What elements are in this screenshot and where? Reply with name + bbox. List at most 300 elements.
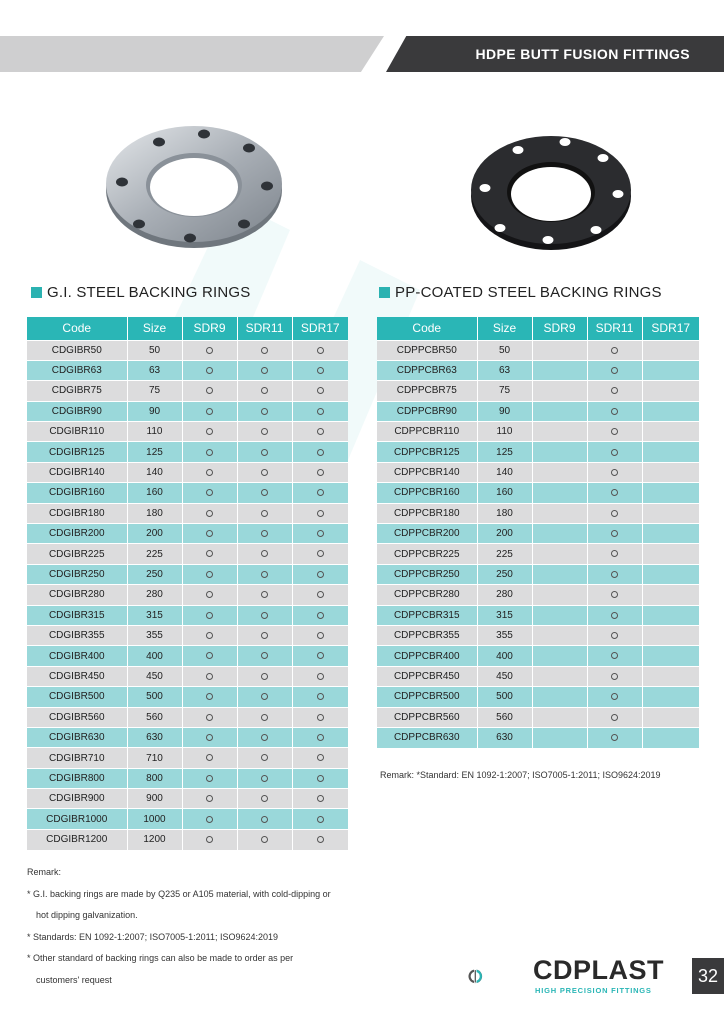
availability-cell [182, 401, 237, 421]
code-cell: CDPPCBR450 [377, 666, 477, 686]
available-circle-icon [317, 632, 324, 639]
availability-cell [237, 666, 292, 686]
table-row [27, 829, 348, 849]
table-row [377, 462, 699, 482]
available-circle-icon [317, 775, 324, 782]
galvanized-steel-ring-image [104, 120, 284, 250]
available-circle-icon [317, 550, 324, 557]
code-cell: CDGIBR900 [27, 789, 127, 809]
available-circle-icon [317, 571, 324, 578]
size-cell: 250 [127, 564, 182, 584]
available-circle-icon [261, 836, 268, 843]
available-circle-icon [611, 632, 618, 639]
available-circle-icon [317, 795, 324, 802]
size-cell: 90 [127, 401, 182, 421]
size-cell: 75 [477, 381, 532, 401]
availability-cell [587, 544, 642, 564]
code-cell: CDPPCBR250 [377, 564, 477, 584]
remark-line: Remark: [27, 867, 62, 877]
remark-line: * Other standard of backing rings can also be made to order as per [27, 953, 294, 963]
availability-cell [182, 524, 237, 544]
code-cell: CDPPCBR110 [377, 422, 477, 442]
available-circle-icon [261, 387, 268, 394]
size-cell: 400 [477, 646, 532, 666]
availability-cell [292, 585, 348, 605]
availability-cell [642, 483, 699, 503]
table-row [377, 666, 699, 686]
available-circle-icon [206, 550, 213, 557]
available-circle-icon [317, 612, 324, 619]
header-band-light [0, 36, 384, 72]
code-cell: CDPPCBR315 [377, 605, 477, 625]
size-cell: 450 [477, 666, 532, 686]
table-row [27, 768, 348, 788]
availability-cell [642, 625, 699, 645]
available-circle-icon [261, 775, 268, 782]
size-cell: 280 [127, 585, 182, 605]
availability-cell [237, 340, 292, 360]
available-circle-icon [206, 571, 213, 578]
pp-coated-ring-image [470, 130, 632, 252]
availability-cell [532, 462, 587, 482]
availability-cell [292, 625, 348, 645]
available-circle-icon [611, 387, 618, 394]
available-circle-icon [261, 673, 268, 680]
code-cell: CDPPCBR355 [377, 625, 477, 645]
availability-cell [237, 442, 292, 462]
logo-name: CDPLAST [533, 955, 664, 985]
available-circle-icon [206, 714, 213, 721]
page-number: 32 [692, 958, 724, 994]
table-row [377, 503, 699, 523]
code-cell: CDPPCBR500 [377, 687, 477, 707]
size-cell: 1000 [127, 809, 182, 829]
code-cell: CDGIBR180 [27, 503, 127, 523]
col-header-code: Code [27, 317, 127, 340]
availability-cell [182, 422, 237, 442]
table-row [27, 646, 348, 666]
available-circle-icon [317, 449, 324, 456]
size-cell: 315 [127, 605, 182, 625]
code-cell: CDGIBR500 [27, 687, 127, 707]
availability-cell [292, 401, 348, 421]
code-cell: CDGIBR1000 [27, 809, 127, 829]
code-cell: CDPPCBR200 [377, 524, 477, 544]
available-circle-icon [206, 510, 213, 517]
availability-cell [237, 381, 292, 401]
code-cell: CDGIBR140 [27, 462, 127, 482]
table-row [377, 401, 699, 421]
table-row [377, 646, 699, 666]
availability-cell [587, 727, 642, 747]
available-circle-icon [261, 816, 268, 823]
table-row [27, 340, 348, 360]
available-circle-icon [261, 489, 268, 496]
table-row [377, 564, 699, 584]
table-row [377, 605, 699, 625]
available-circle-icon [206, 652, 213, 659]
code-cell: CDGIBR50 [27, 340, 127, 360]
available-circle-icon [317, 591, 324, 598]
available-circle-icon [261, 754, 268, 761]
code-cell: CDGIBR710 [27, 748, 127, 768]
available-circle-icon [261, 714, 268, 721]
available-circle-icon [317, 673, 324, 680]
heading-square-icon [379, 287, 390, 298]
available-circle-icon [611, 408, 618, 415]
table-row [377, 585, 699, 605]
size-cell: 110 [477, 422, 532, 442]
available-circle-icon [206, 632, 213, 639]
table-row [27, 524, 348, 544]
size-cell: 500 [127, 687, 182, 707]
available-circle-icon [317, 387, 324, 394]
availability-cell [587, 401, 642, 421]
availability-cell [642, 422, 699, 442]
availability-cell [587, 666, 642, 686]
size-cell: 225 [127, 544, 182, 564]
table-row [27, 483, 348, 503]
col-header-sdr9: SDR9 [182, 317, 237, 340]
size-cell: 90 [477, 401, 532, 421]
availability-cell [587, 585, 642, 605]
availability-cell [237, 625, 292, 645]
available-circle-icon [261, 795, 268, 802]
table-row [27, 748, 348, 768]
availability-cell [292, 442, 348, 462]
availability-cell [182, 462, 237, 482]
size-cell: 63 [477, 360, 532, 380]
remark-line: customers' request [36, 974, 112, 985]
availability-cell [532, 483, 587, 503]
availability-cell [237, 585, 292, 605]
availability-cell [237, 768, 292, 788]
availability-cell [237, 360, 292, 380]
availability-cell [182, 442, 237, 462]
col-header-size: Size [477, 317, 532, 340]
availability-cell [642, 340, 699, 360]
size-cell: 63 [127, 360, 182, 380]
available-circle-icon [206, 775, 213, 782]
section-heading-pp: PP-COATED STEEL BACKING RINGS [379, 284, 662, 301]
availability-cell [532, 340, 587, 360]
col-header-sdr17: SDR17 [642, 317, 699, 340]
availability-cell [237, 646, 292, 666]
availability-cell [292, 687, 348, 707]
table-row [377, 524, 699, 544]
code-cell: CDGIBR630 [27, 727, 127, 747]
availability-cell [237, 422, 292, 442]
availability-cell [182, 381, 237, 401]
available-circle-icon [206, 734, 213, 741]
availability-cell [182, 544, 237, 564]
available-circle-icon [206, 795, 213, 802]
pp-remark: Remark: *Standard: EN 1092-1:2007; ISO7005-1:2011; ISO9624:2019 [380, 770, 661, 780]
table-row [27, 585, 348, 605]
availability-cell [182, 748, 237, 768]
available-circle-icon [206, 489, 213, 496]
available-circle-icon [261, 530, 268, 537]
available-circle-icon [611, 510, 618, 517]
availability-cell [532, 564, 587, 584]
table-row [27, 544, 348, 564]
availability-cell [292, 503, 348, 523]
availability-cell [237, 605, 292, 625]
header-title: HDPE BUTT FUSION FITTINGS [475, 46, 690, 62]
available-circle-icon [611, 571, 618, 578]
code-cell: CDGIBR355 [27, 625, 127, 645]
remark-line: * G.I. backing rings are made by Q235 or A105 material, with cold-dipping or [27, 888, 331, 899]
table-row [377, 707, 699, 727]
available-circle-icon [611, 428, 618, 435]
code-cell: CDPPCBR140 [377, 462, 477, 482]
size-cell: 400 [127, 646, 182, 666]
availability-cell [532, 524, 587, 544]
availability-cell [237, 809, 292, 829]
size-cell: 50 [477, 340, 532, 360]
availability-cell [182, 666, 237, 686]
section-heading-gi: G.I. STEEL BACKING RINGS [31, 284, 250, 301]
availability-cell [237, 462, 292, 482]
size-cell: 200 [127, 524, 182, 544]
availability-cell [532, 646, 587, 666]
availability-cell [532, 360, 587, 380]
availability-cell [642, 524, 699, 544]
code-cell: CDGIBR280 [27, 585, 127, 605]
available-circle-icon [611, 714, 618, 721]
size-cell: 800 [127, 768, 182, 788]
available-circle-icon [611, 530, 618, 537]
available-circle-icon [611, 693, 618, 700]
availability-cell [292, 666, 348, 686]
available-circle-icon [317, 652, 324, 659]
availability-cell [587, 340, 642, 360]
logo-tagline: HIGH PRECISION FITTINGS [535, 986, 652, 995]
availability-cell [237, 564, 292, 584]
size-cell: 75 [127, 381, 182, 401]
code-cell: CDGIBR560 [27, 707, 127, 727]
available-circle-icon [261, 612, 268, 619]
availability-cell [182, 483, 237, 503]
availability-cell [292, 544, 348, 564]
available-circle-icon [206, 816, 213, 823]
available-circle-icon [317, 714, 324, 721]
size-cell: 900 [127, 789, 182, 809]
size-cell: 140 [127, 462, 182, 482]
available-circle-icon [611, 734, 618, 741]
available-circle-icon [317, 510, 324, 517]
col-header-sdr9: SDR9 [532, 317, 587, 340]
available-circle-icon [206, 367, 213, 374]
available-circle-icon [261, 652, 268, 659]
table-row [27, 789, 348, 809]
availability-cell [237, 544, 292, 564]
size-cell: 225 [477, 544, 532, 564]
available-circle-icon [206, 408, 213, 415]
code-cell: CDGIBR200 [27, 524, 127, 544]
available-circle-icon [261, 469, 268, 476]
table-row [27, 707, 348, 727]
size-cell: 160 [477, 483, 532, 503]
table-row [377, 483, 699, 503]
table-row [377, 422, 699, 442]
table-row [27, 422, 348, 442]
table-row [27, 503, 348, 523]
availability-cell [292, 524, 348, 544]
available-circle-icon [206, 530, 213, 537]
code-cell: CDPPCBR160 [377, 483, 477, 503]
available-circle-icon [261, 571, 268, 578]
available-circle-icon [261, 591, 268, 598]
code-cell: CDGIBR110 [27, 422, 127, 442]
table-row [377, 340, 699, 360]
size-cell: 180 [127, 503, 182, 523]
table-row [27, 809, 348, 829]
code-cell: CDPPCBR630 [377, 727, 477, 747]
code-cell: CDPPCBR50 [377, 340, 477, 360]
table-row [27, 605, 348, 625]
code-cell: CDPPCBR280 [377, 585, 477, 605]
code-cell: CDPPCBR75 [377, 381, 477, 401]
availability-cell [587, 381, 642, 401]
availability-cell [292, 768, 348, 788]
availability-cell [532, 381, 587, 401]
availability-cell [587, 564, 642, 584]
available-circle-icon [317, 408, 324, 415]
availability-cell [182, 625, 237, 645]
size-cell: 560 [477, 707, 532, 727]
availability-cell [642, 564, 699, 584]
available-circle-icon [206, 612, 213, 619]
availability-cell [237, 707, 292, 727]
availability-cell [587, 687, 642, 707]
size-cell: 280 [477, 585, 532, 605]
availability-cell [237, 748, 292, 768]
available-circle-icon [206, 449, 213, 456]
code-cell: CDGIBR315 [27, 605, 127, 625]
code-cell: CDGIBR1200 [27, 829, 127, 849]
available-circle-icon [317, 530, 324, 537]
code-cell: CDPPCBR560 [377, 707, 477, 727]
available-circle-icon [206, 673, 213, 680]
available-circle-icon [261, 510, 268, 517]
available-circle-icon [261, 408, 268, 415]
availability-cell [182, 605, 237, 625]
availability-cell [182, 585, 237, 605]
availability-cell [182, 564, 237, 584]
table-row [27, 442, 348, 462]
size-cell: 160 [127, 483, 182, 503]
table-row [377, 544, 699, 564]
availability-cell [292, 789, 348, 809]
availability-cell [292, 483, 348, 503]
code-cell: CDGIBR75 [27, 381, 127, 401]
pp-coated-backing-rings-table [377, 317, 699, 748]
available-circle-icon [261, 428, 268, 435]
size-cell: 50 [127, 340, 182, 360]
available-circle-icon [317, 734, 324, 741]
availability-cell [237, 483, 292, 503]
code-cell: CDGIBR800 [27, 768, 127, 788]
availability-cell [292, 360, 348, 380]
size-cell: 110 [127, 422, 182, 442]
availability-cell [182, 768, 237, 788]
availability-cell [292, 727, 348, 747]
size-cell: 560 [127, 707, 182, 727]
availability-cell [642, 605, 699, 625]
availability-cell [292, 809, 348, 829]
size-cell: 355 [127, 625, 182, 645]
availability-cell [532, 625, 587, 645]
available-circle-icon [317, 469, 324, 476]
code-cell: CDGIBR450 [27, 666, 127, 686]
code-cell: CDPPCBR63 [377, 360, 477, 380]
available-circle-icon [261, 632, 268, 639]
size-cell: 125 [477, 442, 532, 462]
availability-cell [642, 401, 699, 421]
cdplast-logo-icon [466, 951, 528, 1001]
code-cell: CDGIBR250 [27, 564, 127, 584]
size-cell: 710 [127, 748, 182, 768]
availability-cell [532, 544, 587, 564]
code-cell: CDPPCBR225 [377, 544, 477, 564]
available-circle-icon [206, 754, 213, 761]
availability-cell [532, 605, 587, 625]
availability-cell [532, 442, 587, 462]
available-circle-icon [611, 347, 618, 354]
availability-cell [182, 503, 237, 523]
available-circle-icon [206, 836, 213, 843]
size-cell: 630 [127, 727, 182, 747]
availability-cell [532, 687, 587, 707]
availability-cell [532, 422, 587, 442]
availability-cell [642, 727, 699, 747]
table-row [377, 727, 699, 747]
size-cell: 315 [477, 605, 532, 625]
available-circle-icon [317, 489, 324, 496]
availability-cell [587, 605, 642, 625]
available-circle-icon [611, 489, 618, 496]
availability-cell [237, 687, 292, 707]
table-row [27, 564, 348, 584]
availability-cell [182, 727, 237, 747]
availability-cell [532, 727, 587, 747]
availability-cell [237, 727, 292, 747]
code-cell: CDPPCBR125 [377, 442, 477, 462]
available-circle-icon [261, 347, 268, 354]
available-circle-icon [317, 347, 324, 354]
table-row [27, 381, 348, 401]
availability-cell [642, 503, 699, 523]
availability-cell [292, 564, 348, 584]
table-row [27, 462, 348, 482]
availability-cell [587, 422, 642, 442]
size-cell: 125 [127, 442, 182, 462]
heading-square-icon [31, 287, 42, 298]
availability-cell [182, 360, 237, 380]
available-circle-icon [317, 836, 324, 843]
size-cell: 355 [477, 625, 532, 645]
available-circle-icon [317, 693, 324, 700]
availability-cell [587, 462, 642, 482]
availability-cell [587, 646, 642, 666]
availability-cell [587, 707, 642, 727]
remark-line: * Standards: EN 1092-1:2007; ISO7005-1:2011; ISO9624:2019 [27, 931, 279, 942]
availability-cell [292, 748, 348, 768]
available-circle-icon [261, 734, 268, 741]
availability-cell [532, 503, 587, 523]
availability-cell [237, 524, 292, 544]
